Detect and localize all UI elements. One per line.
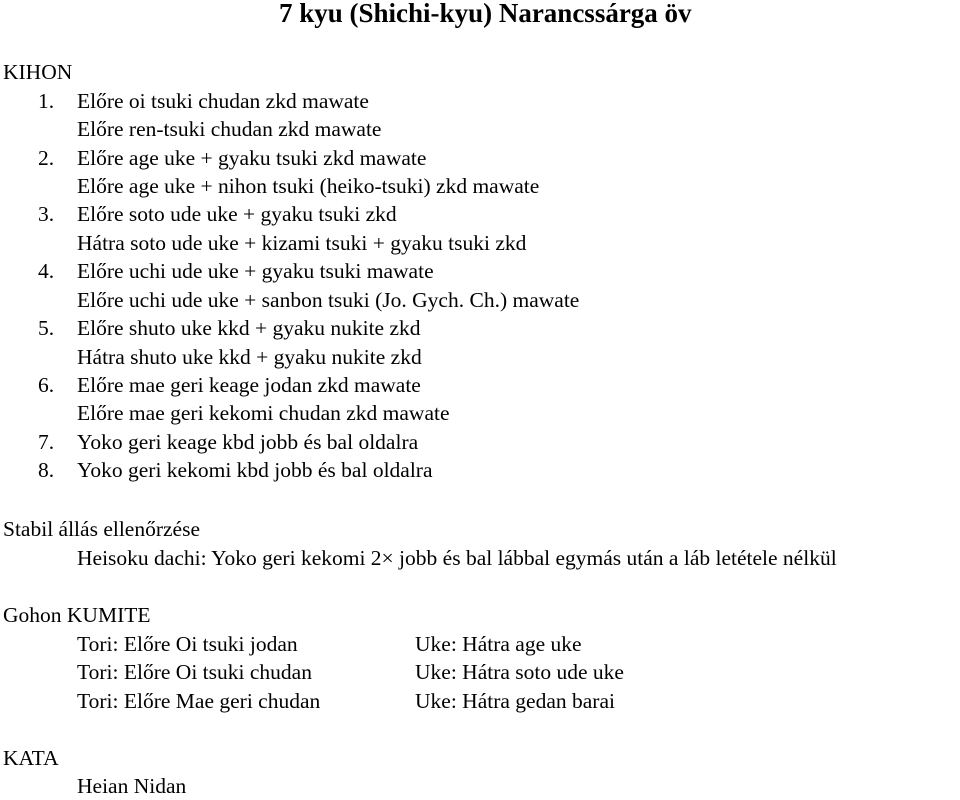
kumite-tori: Tori: Előre Oi tsuki jodan <box>77 632 298 656</box>
kumite-tori: Tori: Előre Mae geri chudan <box>77 689 321 713</box>
kihon-item-number: 1. <box>38 89 55 113</box>
kihon-item-number: 3. <box>38 202 55 226</box>
stabil-heading: Stabil állás ellenőrzése <box>3 517 201 541</box>
kata-heading: KATA <box>3 746 59 770</box>
kihon-item-line: Előre uchi ude uke + gyaku tsuki mawate <box>77 259 434 283</box>
kumite-tori: Tori: Előre Oi tsuki chudan <box>77 660 312 684</box>
kihon-item-number: 6. <box>38 373 55 397</box>
kihon-item-line: Előre ren-tsuki chudan zkd mawate <box>77 117 382 141</box>
kata-item: Heian Nidan <box>77 774 187 798</box>
kihon-item-number: 4. <box>38 259 55 283</box>
kihon-item-number: 8. <box>38 458 55 482</box>
kihon-item-line: Hátra soto ude uke + kizami tsuki + gyaku tsuki zkd <box>77 231 527 255</box>
kumite-uke: Uke: Hátra soto ude uke <box>415 660 624 684</box>
kihon-item-line: Előre oi tsuki chudan zkd mawate <box>77 89 369 113</box>
kumite-uke: Uke: Hátra age uke <box>415 632 582 656</box>
kihon-item-line: Előre mae geri kekomi chudan zkd mawate <box>77 401 450 425</box>
kumite-uke: Uke: Hátra gedan barai <box>415 689 615 713</box>
kihon-item-number: 2. <box>38 146 55 170</box>
kumite-heading: Gohon KUMITE <box>3 603 151 627</box>
kihon-item-line: Előre soto ude uke + gyaku tsuki zkd <box>77 202 397 226</box>
kihon-item-number: 7. <box>38 430 55 454</box>
kihon-item-line: Előre age uke + gyaku tsuki zkd mawate <box>77 146 427 170</box>
kihon-item-line: Előre uchi ude uke + sanbon tsuki (Jo. Gych. Ch.) mawate <box>77 288 580 312</box>
stabil-text: Heisoku dachi: Yoko geri kekomi 2× jobb és bal lábbal egymás után a láb letétele nélkül <box>77 546 837 570</box>
kihon-item-number: 5. <box>38 316 55 340</box>
kihon-item-line: Előre mae geri keage jodan zkd mawate <box>77 373 421 397</box>
kihon-item-line: Előre shuto uke kkd + gyaku nukite zkd <box>77 316 421 340</box>
kihon-item-line: Hátra shuto uke kkd + gyaku nukite zkd <box>77 345 422 369</box>
kihon-heading: KIHON <box>3 60 73 84</box>
kihon-item-line: Előre age uke + nihon tsuki (heiko-tsuki) zkd mawate <box>77 174 540 198</box>
kihon-item-line: Yoko geri keage kbd jobb és bal oldalra <box>77 430 419 454</box>
page-title: 7 kyu (Shichi-kyu) Narancssárga öv <box>279 0 692 28</box>
kihon-item-line: Yoko geri kekomi kbd jobb és bal oldalra <box>77 458 433 482</box>
